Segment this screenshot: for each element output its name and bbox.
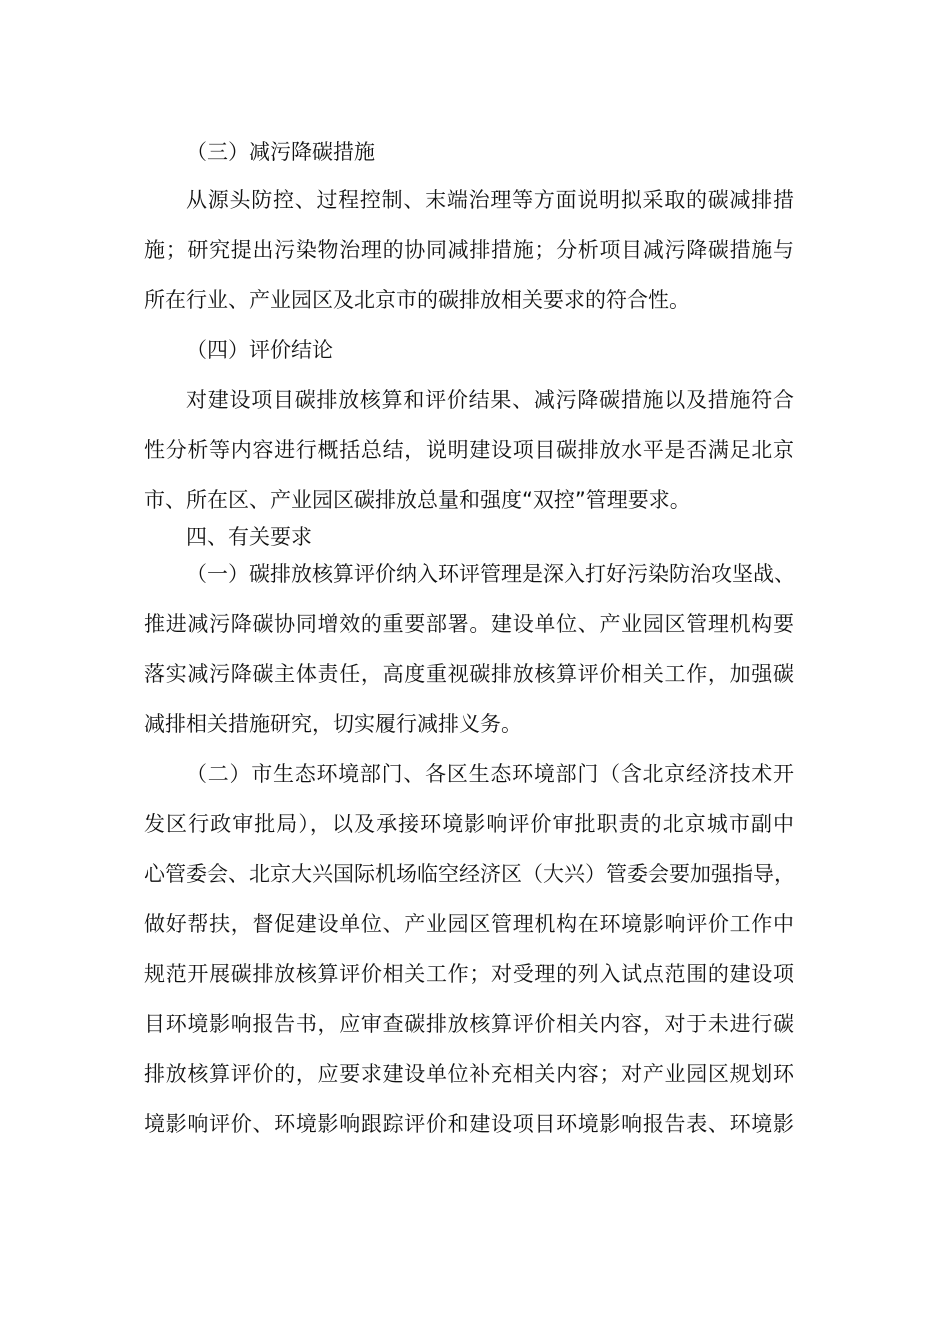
heading-part-4: 四、有关要求 [186,525,312,549]
paragraph-line: 落实减污降碳主体责任，高度重视碳排放核算评价相关工作，加强碳 [144,662,794,686]
paragraph-line: 排放核算评价的，应要求建设单位补充相关内容；对产业园区规划环 [144,1062,794,1086]
paragraph-line: 心管委会、北京大兴国际机场临空经济区（大兴）管委会要加强指导， [144,862,795,886]
paragraph-line: 施；研究提出污染物治理的协同减排措施；分析项目减污降碳措施与 [144,238,794,262]
paragraph-line: 规范开展碳排放核算评价相关工作；对受理的列入试点范围的建设项 [144,962,794,986]
paragraph-line: 性分析等内容进行概括总结，说明建设项目碳排放水平是否满足北京 [144,438,794,462]
paragraph-line: （二）市生态环境部门、各区生态环境部门（含北京经济技术开 [186,762,794,786]
heading-section-4: （四）评价结论 [186,338,333,362]
paragraph-line: 做好帮扶，督促建设单位、产业园区管理机构在环境影响评价工作中 [144,912,794,936]
heading-section-3: （三）减污降碳措施 [186,140,375,164]
paragraph-line: 所在行业、产业园区及北京市的碳排放相关要求的符合性。 [144,288,690,312]
paragraph-line: 境影响评价、环境影响跟踪评价和建设项目环境影响报告表、环境影 [144,1112,794,1136]
paragraph-line: 市、所在区、产业园区碳排放总量和强度“双控”管理要求。 [144,488,691,512]
paragraph-line: 从源头防控、过程控制、末端治理等方面说明拟采取的碳减排措 [186,188,794,212]
paragraph-line: 对建设项目碳排放核算和评价结果、减污降碳措施以及措施符合 [186,388,794,412]
paragraph-line: 减排相关措施研究，切实履行减排义务。 [144,712,522,736]
paragraph-line: 目环境影响报告书，应审查碳排放核算评价相关内容，对于未进行碳 [144,1012,794,1036]
paragraph-line: 推进减污降碳协同增效的重要部署。建设单位、产业园区管理机构要 [144,612,794,636]
paragraph-line: 发区行政审批局），以及承接环境影响评价审批职责的北京城市副中 [144,812,794,836]
paragraph-line: （一）碳排放核算评价纳入环评管理是深入打好污染防治攻坚战、 [186,562,795,586]
